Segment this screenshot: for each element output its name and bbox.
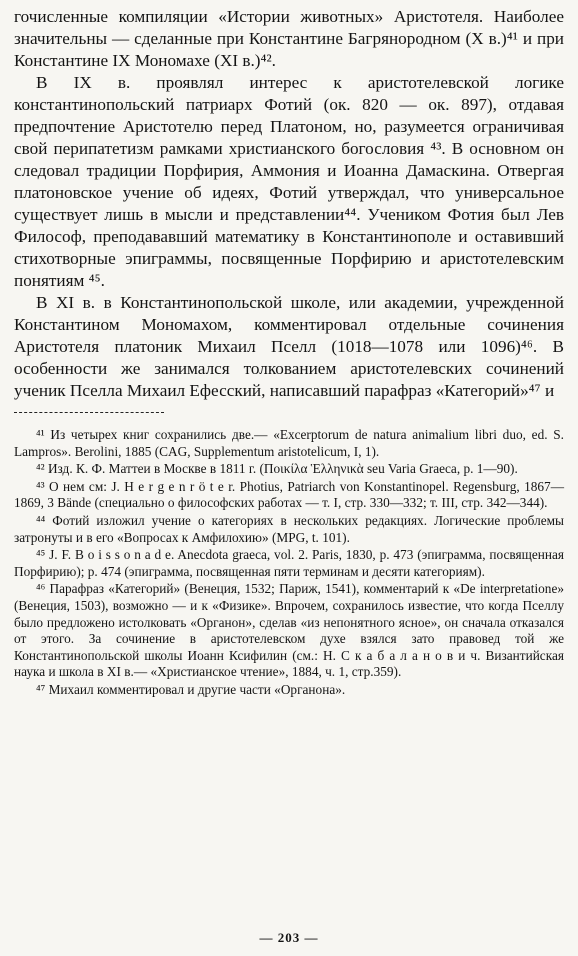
footnote-46: ⁴⁶ Парафраз «Категорий» (Венеция, 1532; Париж, 1541), комментарий к «De interpretatione» (Венеция, 1503), возможно — и к «Физике». Впрочем, сохранилось известие, что когда Пселлу было предложено истолковать «Органон», сделав «из непонятного ясное», он сначала отказался от этого. За сочинение в аристотелевском духе взялся зато правовед той же Константинопольской школы Иоанн Ксифилин (см.: Н. С к а б а л а н о в и ч. Византийская наука и школа в XI в.— «Христианское чтение», 1884, ч. 1, стр.359). xyxy=(14,581,564,680)
main-text xyxy=(14,6,564,402)
paragraph-2: В IX в. проявлял интерес к аристотелевской логике константинопольский патриарх Фотий (ок. 820 — ок. 897), отдавая предпочтение Аристотелю перед Платоном, но, разумеется ограничивая свой перипатетизм рамками христианского богословия ⁴³. В основном он следовал традиции Порфирия, Аммония и Иоанна Дамаскина. Отвергая платоновское учение об идеях, Фотий утверждал, что универсальное существует лишь в мысли и представлении⁴⁴. Учеником Фотия был Лев Философ, преподававший математику в Константинополе и оставивший стихотворные эпиграммы, посвященные Порфирию и аристотелевским понятиям ⁴⁵. xyxy=(14,73,564,290)
footnote-separator xyxy=(14,412,164,413)
footnote-42: ⁴² Изд. К. Ф. Маттеи в Москве в 1811 г. (Ποικίλα Ἑλληνικὰ seu Varia Graeca, p. 1—90). xyxy=(36,461,518,477)
footnote-43: ⁴³ О нем см: J. H e r g e n r ö t e r. Photius, Patriarch von Konstantinopel. Regensburg, 1867—1869, 3 Bände (специально о философских работах — т. I, стр. 330—332; т. III, стр. 342—344). xyxy=(14,478,564,511)
footnote-44: ⁴⁴ Фотий изложил учение о категориях в нескольких редакциях. Логические проблемы затронуты и в его «Вопросах к Амфилохию» (MPG, t. 101). xyxy=(14,512,564,545)
footnote-47: ⁴⁷ Михаил комментировал и другие части «Органона». xyxy=(36,681,346,697)
paragraph-1: гочисленные компиляции «Истории животных» Аристотеля. Наиболее значительны — сделанные при Константине Багрянородном (X в.)⁴¹ и при Константине IX Мономахе (XI в.)⁴². xyxy=(14,7,564,70)
footnote-41: ⁴¹ Из четырех книг сохранились две.— «Excerptorum de natura animalium libri duo, ed. S. Lampros». Berolini, 1885 (CAG, Supplementum aristotelicum, I, 1). xyxy=(14,427,564,459)
paragraph-3: В XI в. в Константинопольской школе, или академии, учрежденной Константином Мономахом, комментировал отдельные сочинения Аристотеля платоник Михаил Пселл (1018—1078 или 1096)⁴⁶. В особенности же занимался толкованием аристотелевских сочинений ученик Пселла Михаил Ефесский, написавший парафраз «Категорий»⁴⁷ и xyxy=(14,293,564,400)
page-number: — 203 — xyxy=(259,930,319,945)
footnote-45: ⁴⁵ J. F. B o i s s o n a d e. Anecdota graeca, vol. 2. Paris, 1830, p. 473 (эпиграмма, посвященная Порфирию); p. 474 (эпиграмма, посвященная пяти терминам и десяти категориям). xyxy=(14,547,564,579)
footnotes xyxy=(14,427,564,699)
